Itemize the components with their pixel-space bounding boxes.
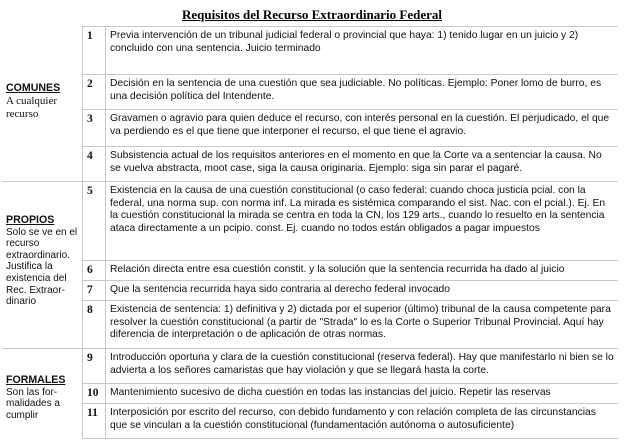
requirement-number: 3 [83, 110, 106, 147]
group-description: Solo se ve en el recurso extraordinario. Justifica la existencia del Rec. Extraor-dinario [6, 226, 78, 308]
table-row [2, 404, 618, 439]
requirement-text: Que la sentencia recurrida haya sido contraria al derecho federal invocado [106, 281, 619, 301]
requirements-table [2, 26, 618, 439]
requirement-number: 9 [83, 349, 106, 384]
table-row [2, 349, 618, 384]
requirement-number: 4 [83, 147, 106, 182]
group-title: PROPIOS [6, 214, 55, 226]
requirement-text: Introducción oportuna y clara de la cuestión constitucional (reserva federal). Hay que manifestarlo ni bien se lo advierta a los señores camaristas que hay violación y que se llegará hasta la corte. [106, 349, 619, 384]
requirement-text: Mantenimiento sucesivo de dicha cuestión en todas las instancias del juicio. Repetir las reservas [106, 384, 619, 404]
table-row [2, 27, 618, 75]
table-row [2, 261, 618, 281]
requirement-text: Decisión en la sentencia de una cuestión que sea judiciable. No políticas. Ejemplo: Poner lomo de burro, es una decisión política del Intendente. [106, 75, 619, 110]
requirement-number: 10 [83, 384, 106, 404]
requirement-number: 7 [83, 281, 106, 301]
requirement-text: Existencia de sentencia: 1) definitiva y 2) dictada por el superior (último) tribunal de la causa competente para resolver la cuestión constitucional (a partir de "Strada" lo es la Corte o Superior Tribunal Provincial. Aquí hay diferencia de interpretación o de aplicación de otras normas. [106, 301, 619, 349]
requirement-text: Gravamen o agravio para quien deduce el recurso, con interés personal en la cuestión. El perjudicado, el que va perdiendo es el que tiene que interponer el recurso, el que tiene el agravio. [106, 110, 619, 147]
table-row [2, 281, 618, 301]
group-comunes [2, 27, 83, 182]
group-description: Son las for-malidades a cumplir [6, 386, 60, 421]
requirement-text: Existencia en la causa de una cuestión constitucional (o caso federal: cuando choca justicia pcial. con la federal, una norma sup. con norma inf. La mirada es sistémica comparando el sist. Nac. con el pcial.). Ej. En la cuestión constitucional la mirada se centra en toda la CN, los 129 arts., cuando lo resuelto en la sentencia ataca directamente a un pcipio. const. Ej. cuando no todos están obligados a pagar impuestos [106, 182, 619, 261]
group-title: FORMALES [6, 374, 66, 386]
table-row [2, 182, 618, 261]
table-row [2, 110, 618, 147]
requirement-number: 8 [83, 301, 106, 349]
group-description: A cualquier recurso [6, 94, 58, 120]
requirement-number: 1 [83, 27, 106, 75]
requirement-text: Relación directa entre esa cuestión constit. y la solución que la sentencia recurrida ha dado al juicio [106, 261, 619, 281]
requirement-text: Previa intervención de un tribunal judicial federal o provincial que haya: 1) tenido lugar en un juicio y 2) concluido con una sentencia. Juicio terminado [106, 27, 619, 75]
table-row [2, 75, 618, 110]
requirement-number: 6 [83, 261, 106, 281]
table-row [2, 384, 618, 404]
requirement-text: Interposición por escrito del recurso, con debido fundamento y con relación completa de las circunstancias que se vinculan a la cuestión constitucional (fundamentación autónoma o autosuficiente) [106, 404, 619, 439]
requirement-number: 5 [83, 182, 106, 261]
group-title: COMUNES [6, 81, 61, 94]
group-propios [2, 182, 83, 349]
requirement-text: Subsistencia actual de los requisitos anteriores en el momento en que la Corte va a sentenciar la causa. No se vuelva abstracta, moot case, siga la causa originaria. Ejemplo: siga sin parar el pagaré. [106, 147, 619, 182]
table-row [2, 301, 618, 349]
requirement-number: 2 [83, 75, 106, 110]
page-title: Requisitos del Recurso Extraordinario Federal [182, 7, 442, 22]
group-formales [2, 349, 83, 439]
table-row [2, 147, 618, 182]
requirement-number: 11 [83, 404, 106, 439]
